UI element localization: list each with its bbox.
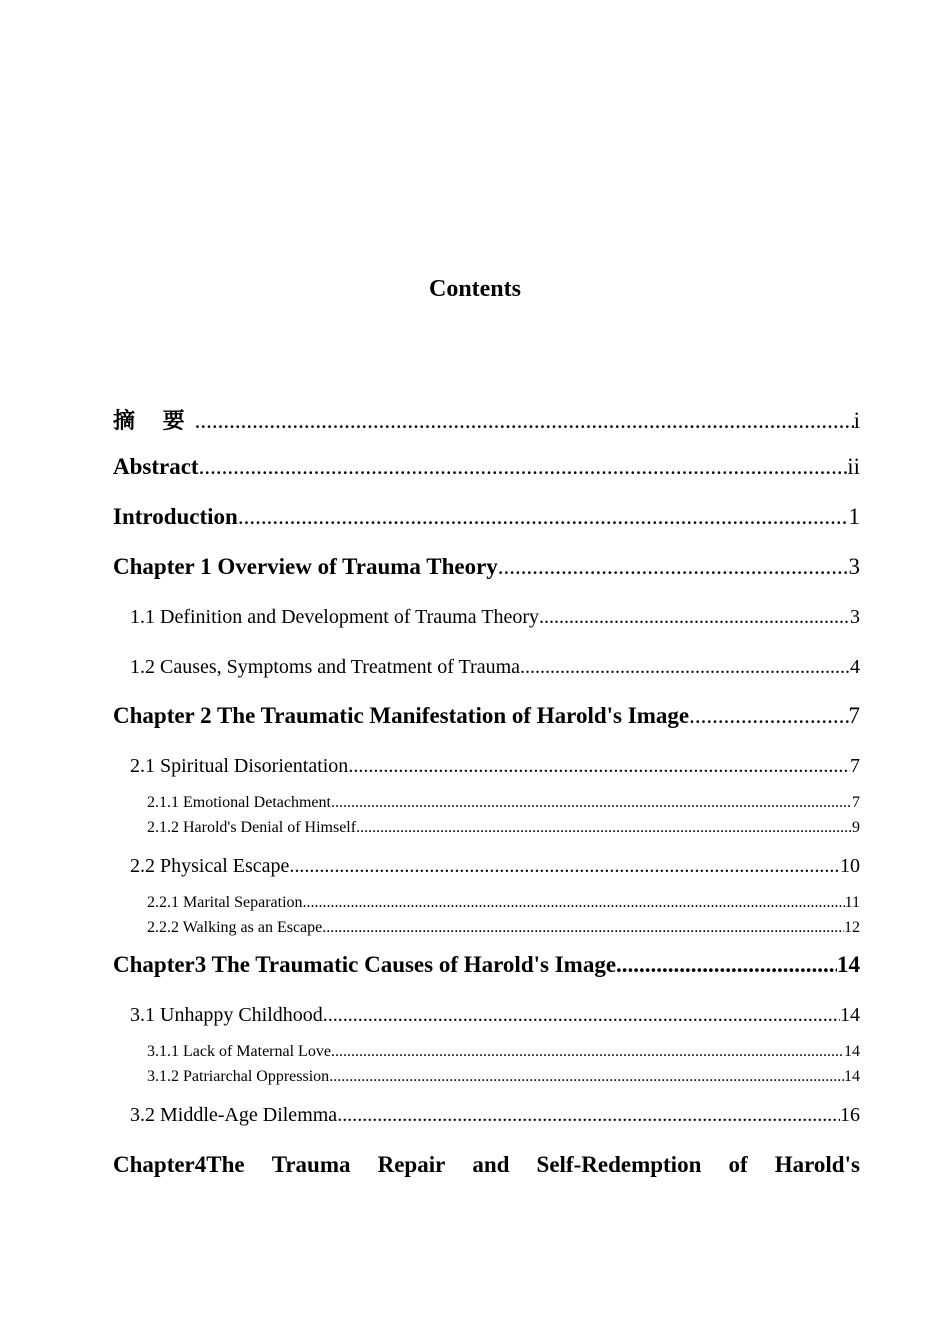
toc-page-number: 3 xyxy=(850,606,860,628)
toc-page-number: 9 xyxy=(852,819,860,836)
toc-label: 3.1.2 Patriarchal Oppression xyxy=(147,1068,330,1085)
toc-page-number: 7 xyxy=(852,794,860,811)
toc-leader xyxy=(616,952,837,978)
toc-label: 2.1.2 Harold's Denial of Himself xyxy=(147,819,357,836)
toc-page-number: 7 xyxy=(848,703,860,728)
toc-entry-3-1-1[interactable] xyxy=(113,1043,860,1061)
toc-entry-chapter-2[interactable] xyxy=(113,703,860,729)
toc-label: 1.1 Definition and Development of Trauma Theory xyxy=(130,606,540,628)
toc-label-word: Repair xyxy=(377,1152,446,1177)
toc-entry-2-2[interactable] xyxy=(113,855,860,878)
toc-leader xyxy=(356,819,852,837)
toc-page-number: 14 xyxy=(844,1068,860,1085)
toc-entry-2-2-1[interactable] xyxy=(113,894,860,912)
toc-entry-1-1[interactable] xyxy=(113,606,860,629)
toc-label: 2.2.2 Walking as an Escape xyxy=(147,919,323,936)
toc-page-number: 12 xyxy=(844,919,860,936)
toc-label-word: Trauma xyxy=(271,1152,351,1177)
toc-page-number: 1 xyxy=(848,504,860,529)
toc-label: 3.1.1 Lack of Maternal Love xyxy=(147,1043,331,1060)
toc-label: Chapter 2 The Traumatic Manifestation of Harold's Image xyxy=(113,703,690,728)
toc-page-number: 11 xyxy=(844,894,860,911)
toc-page-number: 14 xyxy=(844,1043,860,1060)
toc-label: 摘 要 xyxy=(113,409,195,434)
toc-page-number: 10 xyxy=(840,855,860,877)
toc-leader xyxy=(348,755,850,778)
toc-leader xyxy=(337,1104,840,1127)
toc-entry-1-2[interactable] xyxy=(113,656,860,679)
toc-label: 2.2 Physical Escape xyxy=(130,855,290,877)
toc-entry-abstract[interactable] xyxy=(113,454,860,480)
toc-label: 2.1.1 Emotional Detachment xyxy=(147,794,331,811)
toc-label: 1.2 Causes, Symptoms and Treatment of Trauma xyxy=(130,656,521,678)
toc-label: Abstract xyxy=(113,454,199,479)
toc-page-number: 16 xyxy=(840,1104,860,1126)
toc-label-word: of xyxy=(728,1152,748,1177)
toc-entry-3-1[interactable] xyxy=(113,1004,860,1027)
toc-label: 3.2 Middle-Age Dilemma xyxy=(130,1104,338,1126)
toc-label-word: Harold's xyxy=(774,1152,860,1177)
toc-label-word: Self-Redemption xyxy=(536,1152,702,1177)
toc-label-word: Chapter4The xyxy=(113,1152,245,1177)
toc-leader xyxy=(303,894,845,912)
toc-leader xyxy=(331,794,852,812)
page-title: Contents xyxy=(428,276,521,302)
toc-entry-2-2-2[interactable] xyxy=(113,919,860,937)
toc-page-number: ii xyxy=(847,454,860,479)
toc-label: Chapter 1 Overview of Trauma Theory xyxy=(113,554,498,579)
toc-label: 2.2.1 Marital Separation xyxy=(147,894,303,911)
toc-page-number: 3 xyxy=(848,554,860,579)
toc-leader xyxy=(199,454,848,480)
toc-leader xyxy=(539,606,850,629)
toc-leader xyxy=(195,408,854,434)
toc-page-number: 4 xyxy=(850,656,860,678)
toc-leader xyxy=(322,919,844,937)
toc-entry-chapter-4[interactable] xyxy=(113,1152,860,1178)
toc-page-number: 14 xyxy=(840,1004,860,1026)
toc-entry-2-1[interactable] xyxy=(113,755,860,778)
toc-entry-2-1-1[interactable] xyxy=(113,794,860,812)
toc-entry-chapter-1[interactable] xyxy=(113,554,860,580)
toc-leader xyxy=(331,1043,844,1061)
toc-page-number: 7 xyxy=(850,755,860,777)
toc-entry-chapter-3[interactable] xyxy=(113,952,860,978)
toc-leader xyxy=(323,1004,840,1027)
toc-page-number: 14 xyxy=(837,952,860,977)
toc-page-number: i xyxy=(853,408,860,433)
toc-label: 3.1 Unhappy Childhood xyxy=(130,1004,323,1026)
toc-leader xyxy=(329,1068,844,1086)
toc-entry-3-2[interactable] xyxy=(113,1104,860,1127)
toc-entry-3-1-2[interactable] xyxy=(113,1068,860,1086)
toc-leader xyxy=(689,703,848,729)
toc-leader xyxy=(498,554,849,580)
toc-label: Chapter3 The Traumatic Causes of Harold's Image xyxy=(113,952,617,977)
toc-label: 2.1 Spiritual Disorientation xyxy=(130,755,349,777)
toc-leader xyxy=(520,656,850,679)
toc-label-word: and xyxy=(472,1152,510,1177)
toc-label: Introduction xyxy=(113,504,238,529)
toc-entry-zhaiyao[interactable] xyxy=(113,404,860,435)
toc-leader xyxy=(238,504,849,530)
toc-entry-introduction[interactable] xyxy=(113,504,860,530)
toc-leader xyxy=(289,855,840,878)
toc-entry-2-1-2[interactable] xyxy=(113,819,860,837)
